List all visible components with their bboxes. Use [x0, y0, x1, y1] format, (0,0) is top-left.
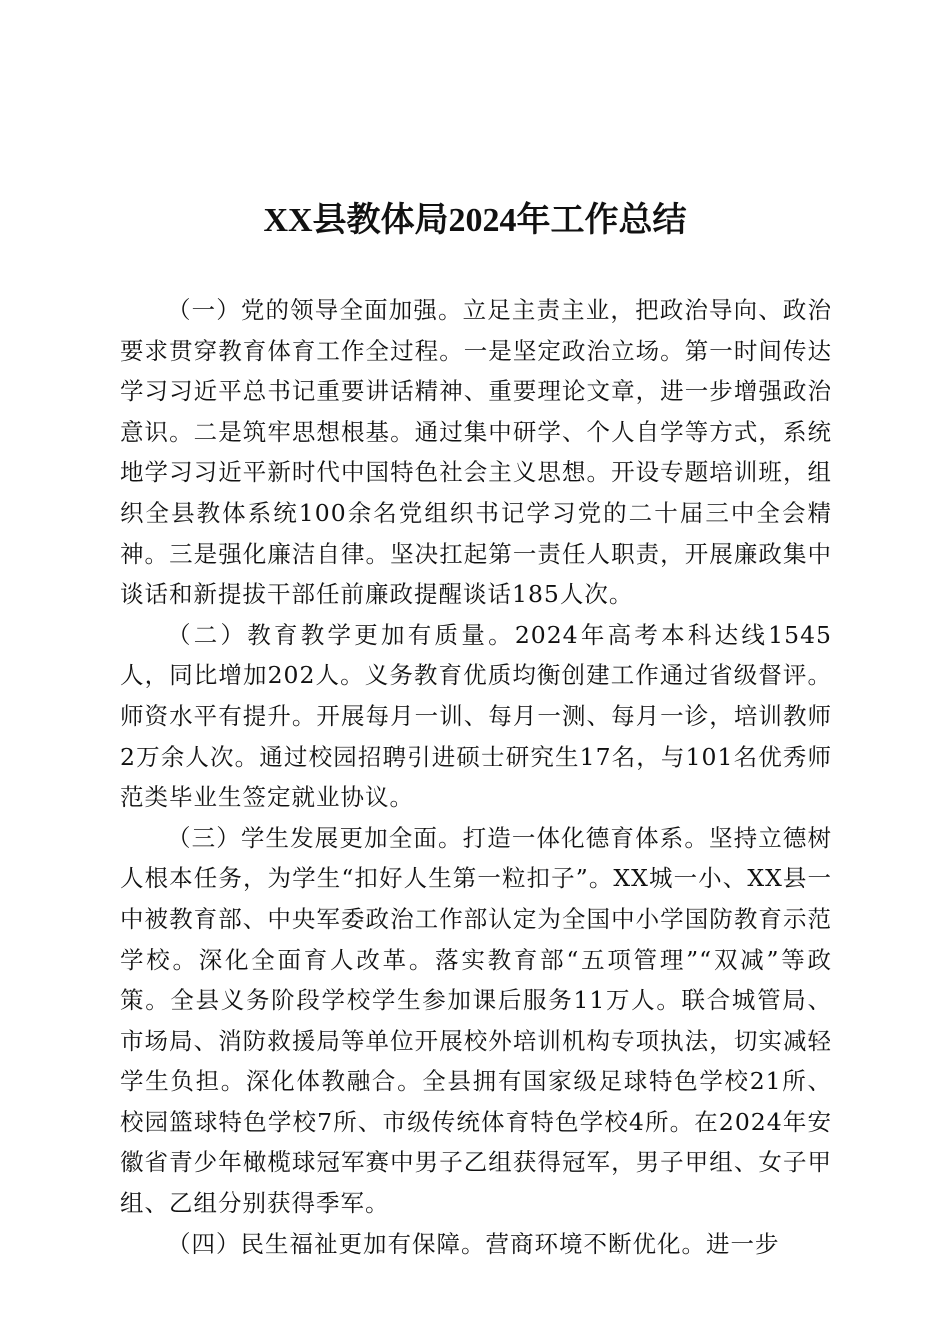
paragraph-text: 立足主责主业，把政治导向、政治要求贯穿教育体育工作全过程。一是坚定政治立场。第一时间传达学习习近平总书记重要讲话精神、重要理论文章，进一步增强政治意识。二是筑牢思想根基。通过集中研学、个人自学等方式，系统地学习习近平新时代中国特色社会主义思想。开设专题培训班，组织全县教体系统100余名党组织书记学习党的二十届三中全会精神。三是强化廉洁自律。坚决扛起第一责任人职责，开展廉政集中谈话和新提拔干部任前廉政提醒谈话185人次。	[120, 296, 833, 609]
paragraph-text: 2024年高考本科达线1545人，同比增加202人。义务教育优质均衡创建工作通过省级督评。师资水平有提升。开展每月一训、每月一测、每月一诊，培训教师2万余人次。通过校园招聘引进硕士研究生17名，与101名优秀师范类毕业生签定就业协议。	[120, 620, 832, 812]
document-body	[120, 290, 832, 1264]
paragraph-heading: （四）民生福祉更加有保障。	[167, 1229, 486, 1258]
paragraph-party-leadership	[120, 290, 832, 615]
paragraph-teaching-quality	[120, 615, 832, 818]
paragraph-heading: （一）党的领导全面加强。	[167, 296, 463, 324]
paragraph-text: 营商环境不断优化。进一步	[485, 1229, 780, 1258]
paragraph-student-development	[120, 818, 832, 1224]
paragraph-heading: （三）学生发展更加全面。	[167, 823, 463, 852]
document-title: XX县教体局2024年工作总结	[263, 202, 687, 239]
paragraph-heading: （二）教育教学更加有质量。	[167, 620, 515, 649]
paragraph-text: 打造一体化德育体系。坚持立德树人根本任务，为学生“扣好人生第一粒扣子”。XX城一小、XX县一中被教育部、中央军委政治工作部认定为全国中小学国防教育示范学校。深化全面育人改革。落实教育部“五项管理”“双减”等政策。全县义务阶段学校学生参加课后服务11万人。联合城管局、市场局、消防救援局等单位开展校外培训机构专项执法，切实减轻学生负担。深化体教融合。全县拥有国家级足球特色学校21所、校园篮球特色学校7所、市级传统体育特色学校4所。在2024年安徽省青少年橄榄球冠军赛中男子乙组获得冠军，男子甲组、女子甲组、乙组分别获得季军。	[120, 823, 833, 1218]
paragraph-livelihood	[120, 1224, 832, 1265]
